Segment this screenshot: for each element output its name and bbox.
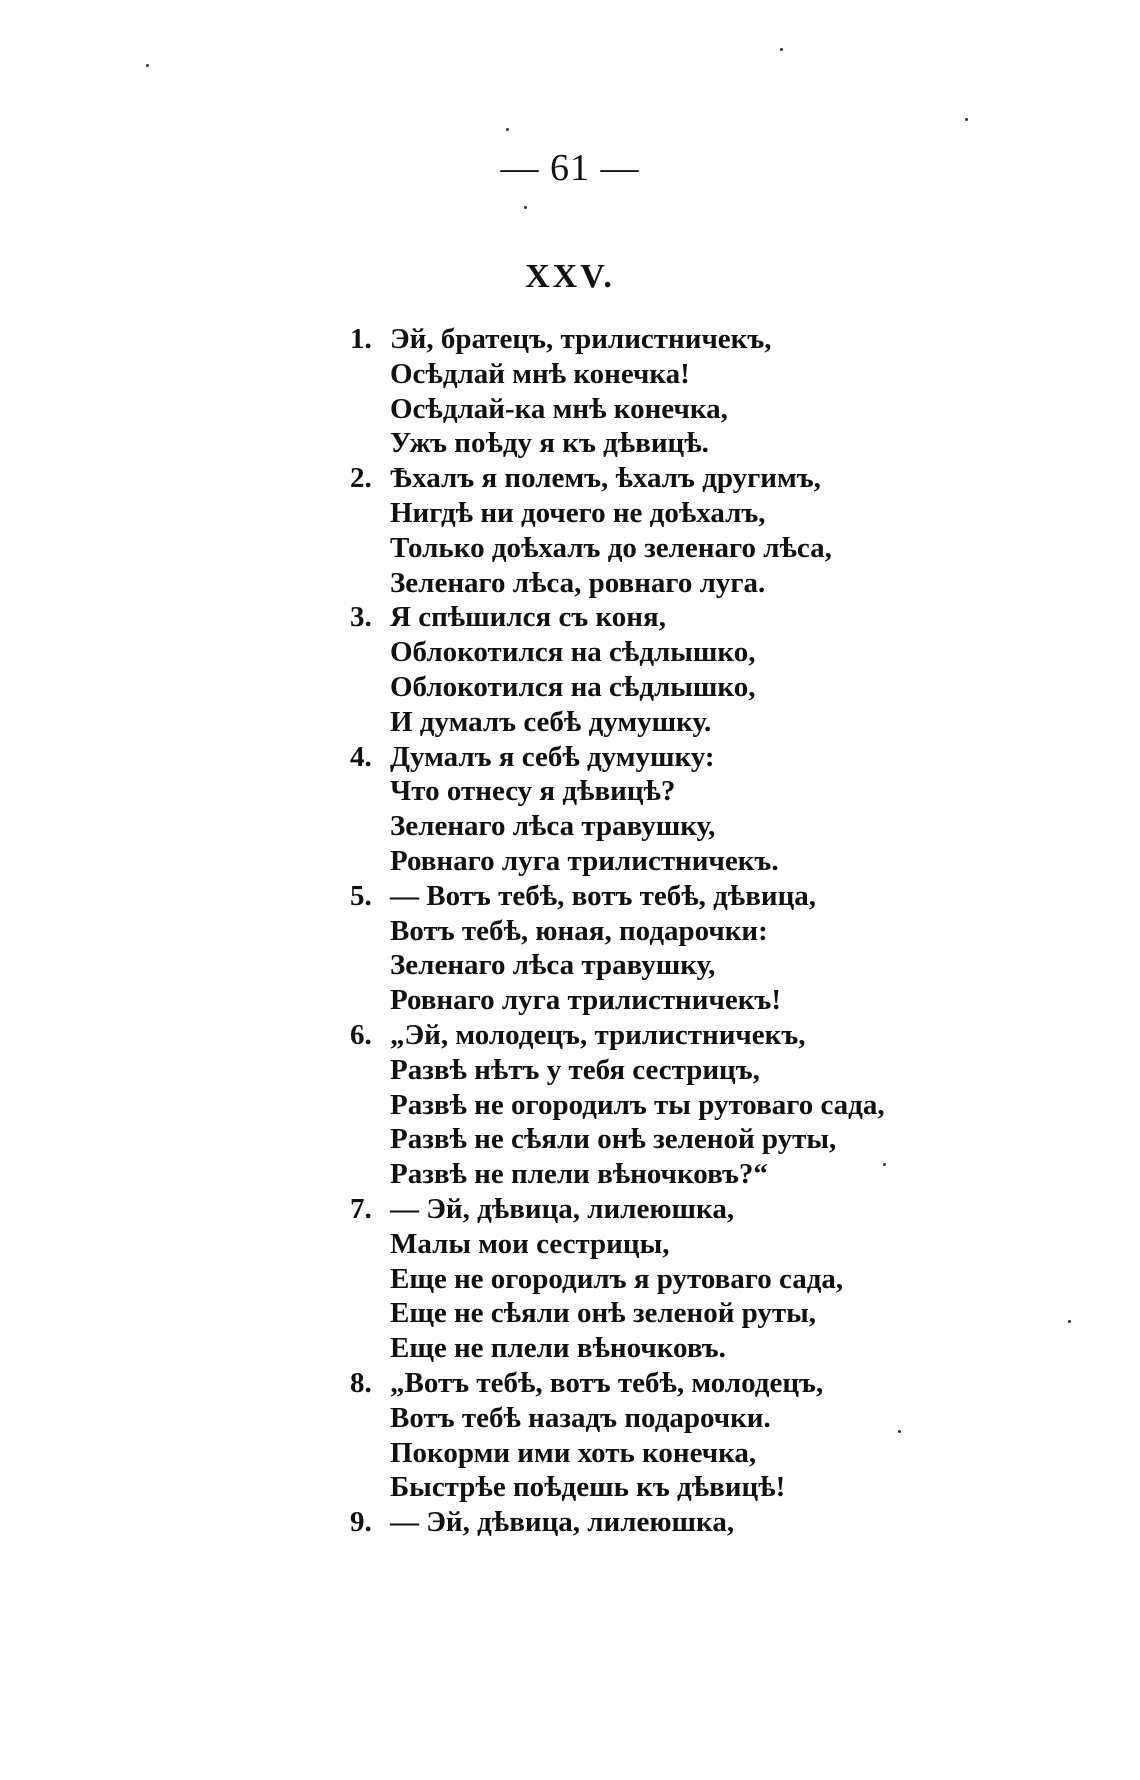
line-text: Зеленаго лѣса травушку, [390, 810, 716, 843]
line-text: Быстрѣе поѣдешь къ дѣвицѣ! [390, 1471, 786, 1504]
stanza-number: 5. [350, 879, 372, 912]
line-text: „Эй, молодецъ, трилистничекъ, [390, 1018, 806, 1051]
stanza-number: 6. [350, 1018, 372, 1051]
line-text: Только доѣхалъ до зеленаго лѣса, [390, 531, 832, 564]
poem-line [350, 1470, 1110, 1505]
poem-line [350, 1401, 1110, 1436]
poem-line [350, 357, 1110, 392]
poem-line [350, 1192, 1110, 1227]
scan-speck [506, 128, 509, 131]
scan-speck [1068, 1320, 1071, 1323]
poem-line [350, 948, 1110, 983]
line-text: Еще не сѣяли онѣ зеленой руты, [390, 1297, 817, 1330]
poem-line [350, 983, 1110, 1018]
poem-line [350, 461, 1110, 496]
page-number: — 61 — [500, 147, 640, 189]
section-title: XXV. [525, 258, 615, 295]
poem-line [350, 774, 1110, 809]
stanza-number: 1. [350, 323, 372, 355]
line-text: Осѣдлай мнѣ конечка! [390, 357, 690, 390]
poem-line [350, 322, 1110, 357]
poem-line [350, 844, 1110, 879]
line-text: — Вотъ тебѣ, вотъ тебѣ, дѣвица, [390, 879, 817, 912]
line-text: Ужъ поѣду я къ дѣвицѣ. [390, 427, 709, 460]
line-text: Развѣ нѣтъ у тебя сестрицъ, [390, 1053, 760, 1086]
scan-speck [898, 1430, 901, 1433]
poem-line [350, 1505, 1110, 1540]
line-text: Малы мои сестрицы, [390, 1227, 670, 1260]
poem-line [350, 531, 1110, 566]
line-text: Покорми ими хоть конечка, [390, 1436, 757, 1469]
poem-line [350, 1088, 1110, 1123]
poem-line [350, 914, 1110, 949]
scan-speck [524, 206, 527, 209]
stanza-number: 4. [350, 740, 372, 773]
poem-line [350, 1018, 1110, 1053]
line-text: Эй, братецъ, трилистничекъ, [390, 323, 772, 355]
line-text: Зеленаго лѣса, ровнаго луга. [390, 566, 766, 599]
scan-speck [883, 1163, 886, 1166]
poem-line [350, 600, 1110, 635]
line-text: Думалъ я себѣ думушку: [390, 740, 715, 773]
line-text: Ѣхалъ я полемъ, ѣхалъ другимъ, [390, 462, 821, 495]
poem-line [350, 635, 1110, 670]
poem-line [350, 809, 1110, 844]
poem-line [350, 879, 1110, 914]
poem-line [350, 1262, 1110, 1297]
line-text: Развѣ не огородилъ ты рутоваго сада, [390, 1088, 885, 1121]
line-text: Нигдѣ ни дочего не доѣхалъ, [390, 496, 766, 529]
poem-line [350, 1122, 1110, 1157]
line-text: — Эй, дѣвица, лилеюшка, [390, 1506, 735, 1539]
scan-speck [780, 48, 783, 51]
line-text: — Эй, дѣвица, лилеюшка, [390, 1192, 735, 1225]
poem-line [350, 496, 1110, 531]
line-text: Я спѣшился съ коня, [390, 601, 666, 634]
scan-speck [965, 118, 968, 121]
poem-line [350, 426, 1110, 461]
line-text: Вотъ тебѣ назадъ подарочки. [390, 1401, 771, 1434]
line-text: Развѣ не сѣяли онѣ зеленой руты, [390, 1123, 837, 1156]
line-text: Что отнесу я дѣвицѣ? [390, 775, 676, 808]
scan-speck [146, 64, 149, 67]
poem-line [350, 1296, 1110, 1331]
stanza-number: 7. [350, 1192, 372, 1225]
stanza-number: 2. [350, 462, 372, 495]
poem-line [350, 705, 1110, 740]
stanza-number: 3. [350, 601, 372, 634]
line-text: Еще не плели вѣночковъ. [390, 1332, 726, 1365]
poem-line [350, 670, 1110, 705]
poem-line [350, 1366, 1110, 1401]
poem-line [350, 392, 1110, 427]
poem-body [350, 322, 1110, 1540]
line-text: Ровнаго луга трилистничекъ! [390, 984, 781, 1017]
line-text: Осѣдлай-ка мнѣ конечка, [390, 392, 728, 425]
line-text: Ровнаго луга трилистничекъ. [390, 844, 779, 877]
line-text: Еще не огородилъ я рутоваго сада, [390, 1262, 844, 1295]
line-text: Облокотился на сѣдлышко, [390, 636, 756, 669]
stanza-number: 8. [350, 1366, 372, 1399]
line-text: Облокотился на сѣдлышко, [390, 670, 756, 703]
poem-line [350, 1157, 1110, 1192]
poem-line [350, 1227, 1110, 1262]
poem-line [350, 566, 1110, 601]
stanza-number: 9. [350, 1506, 372, 1539]
poem-line [350, 740, 1110, 775]
poem-line [350, 1436, 1110, 1471]
line-text: Зеленаго лѣса травушку, [390, 949, 716, 982]
line-text: Вотъ тебѣ, юная, подарочки: [390, 914, 768, 947]
line-text: „Вотъ тебѣ, вотъ тебѣ, молодецъ, [390, 1366, 824, 1399]
poem-line [350, 1331, 1110, 1366]
line-text: Развѣ не плели вѣночковъ?“ [390, 1158, 768, 1191]
poem-line [350, 1053, 1110, 1088]
line-text: И думалъ себѣ думушку. [390, 705, 712, 738]
